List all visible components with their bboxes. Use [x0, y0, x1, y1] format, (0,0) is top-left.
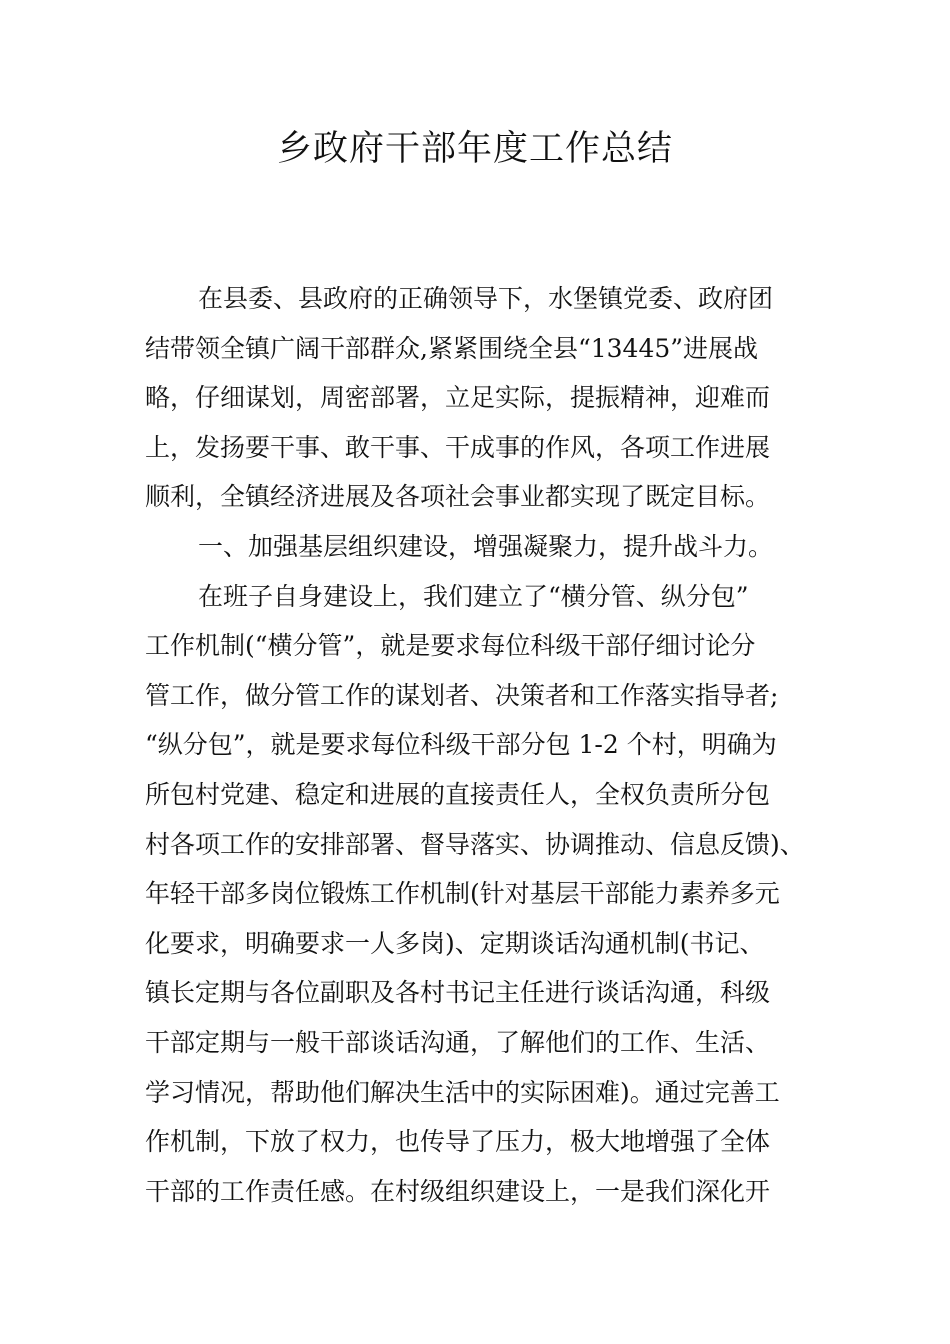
text-line: 工作机制(“横分管”，就是要求每位科级干部仔细讨论分 — [145, 631, 756, 661]
text-line: 作机制，下放了权力，也传导了压力，极大地增强了全体 — [145, 1127, 771, 1157]
text-line: 所包村党建、稳定和进展的直接责任人，全权负责所分包 — [145, 779, 771, 809]
document-title: 乡政府干部年度工作总结 — [276, 129, 673, 169]
text-line: 村各项工作的安排部署、督导落实、协调推动、信息反馈)、 — [145, 829, 805, 859]
text-line: 管工作，做分管工作的谋划者、决策者和工作落实指导者; — [145, 680, 779, 710]
text-line: 干部的工作责任感。在村级组织建设上，一是我们深化开 — [145, 1176, 771, 1206]
text-line: “纵分包”，就是要求每位科级干部分包 1-2 个村，明确为 — [145, 730, 777, 760]
text-line: 干部定期与一般干部谈话沟通，了解他们的工作、生活、 — [145, 1027, 771, 1057]
text-line: 化要求，明确要求一人多岗)、定期谈话沟通机制(书记、 — [145, 928, 765, 958]
text-line: 略，仔细谋划，周密部署，立足实际，提振精神，迎难而 — [145, 383, 771, 413]
text-line: 镇长定期与各位副职及各村书记主任进行谈话沟通，科级 — [145, 978, 771, 1008]
text-line: 在班子自身建设上，我们建立了“横分管、纵分包” — [198, 581, 749, 611]
text-line: 一、加强基层组织建设，增强凝聚力，提升战斗力。 — [198, 531, 774, 561]
text-line: 学习情况，帮助他们解决生活中的实际困难)。通过完善工 — [145, 1077, 780, 1107]
text-line: 年轻干部多岗位锻炼工作机制(针对基层干部能力素养多元 — [145, 879, 780, 909]
document-body — [145, 274, 811, 1216]
text-line: 结带领全镇广阔干部群众,紧紧围绕全县“13445”进展战 — [145, 333, 759, 363]
text-line: 顺利，全镇经济进展及各项社会事业都实现了既定目标。 — [145, 482, 771, 512]
text-line: 在县委、县政府的正确领导下，水堡镇党委、政府团 — [198, 284, 774, 313]
text-line: 上，发扬要干事、敢干事、干成事的作风，各项工作进展 — [145, 432, 771, 462]
